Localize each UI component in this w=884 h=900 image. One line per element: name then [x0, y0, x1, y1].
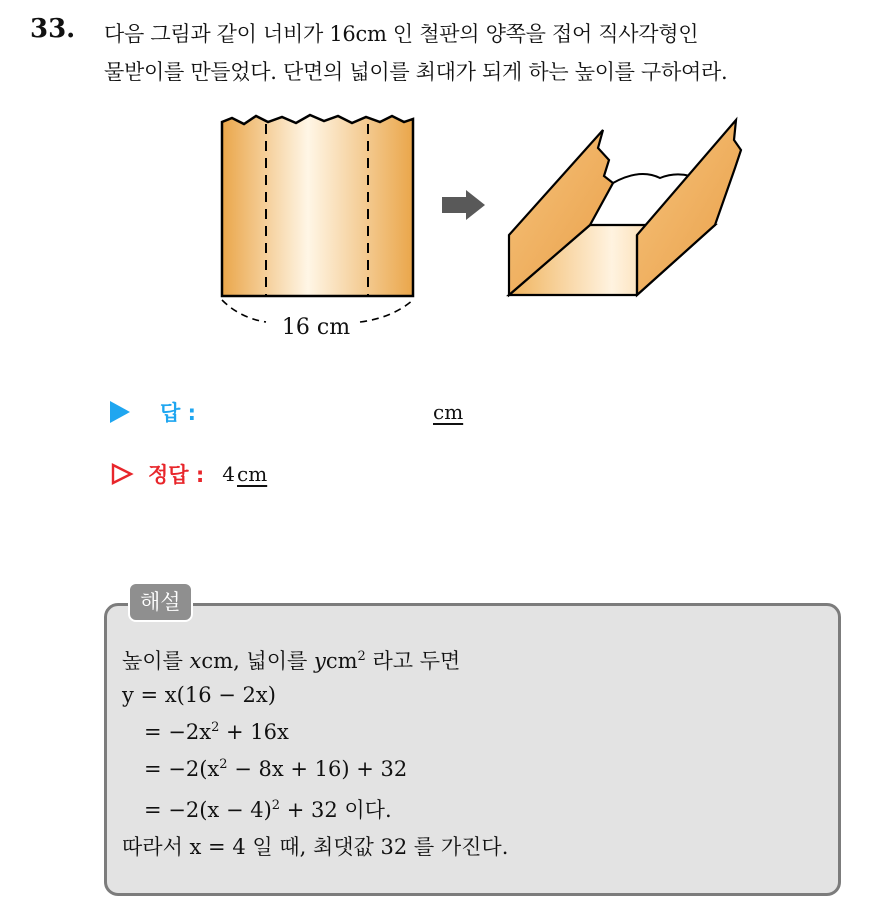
question-text-line2: 물받이를 만들었다. 단면의 넓이를 최대가 되게 하는 높이를 구하여라.	[104, 60, 728, 84]
solution-line6: 따라서 x = 4 일 때, 최댓값 32 를 가진다.	[122, 835, 509, 859]
solution-line3: = $-2x^2 + 16x$	[144, 720, 289, 744]
answer-label: 답 :	[160, 401, 196, 425]
width-brace-right	[360, 300, 413, 322]
width-brace-left	[222, 300, 266, 322]
answer-row	[110, 397, 463, 427]
question-number: 33.	[30, 14, 76, 44]
answer-unit: cm	[433, 400, 464, 424]
folded-gutter	[509, 120, 741, 295]
correct-marker-icon	[110, 462, 134, 486]
width-label: 16 cm	[281, 315, 351, 340]
correct-label: 정답 :	[148, 463, 205, 487]
correct-unit: cm	[237, 462, 268, 486]
question-text-line1: 다음 그림과 같이 너비가 16cm 인 철판의 양쪽을 접어 직사각형인	[104, 22, 699, 46]
solution-line2: y = x(16 − 2x)	[122, 683, 276, 707]
solution-line5: = $-2(x - 4)^2 + 32$ 이다.	[144, 798, 392, 822]
solution-tag: 해설	[128, 582, 193, 622]
flat-sheet	[222, 115, 413, 322]
solution-line4: = $-2(x^2 - 8x + 16) + 32$	[144, 757, 408, 781]
transform-arrow-icon	[442, 190, 485, 220]
solution-line1: 높이를 xcm, 넓이를 ycm$^2$ 라고 두면	[122, 649, 461, 673]
correct-value: 4	[222, 462, 236, 486]
correct-answer-row	[110, 459, 267, 489]
answer-marker-icon	[110, 401, 130, 423]
figure	[0, 0, 884, 360]
